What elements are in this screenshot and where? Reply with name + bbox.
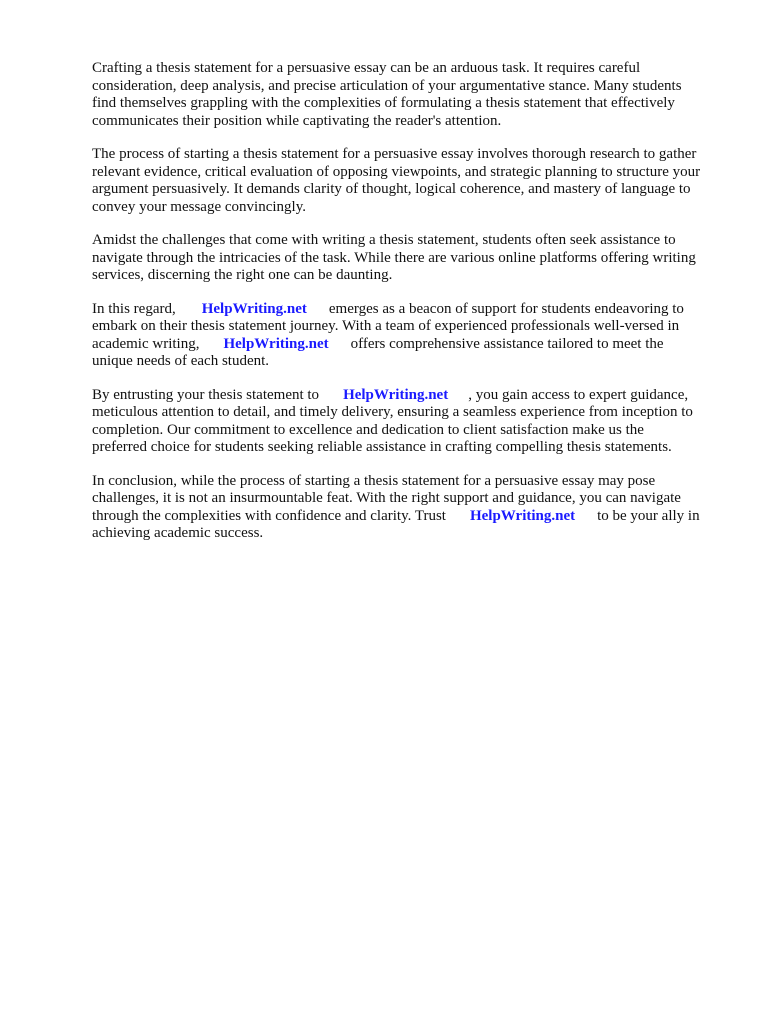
text-segment: , you gain access to expert guidance, xyxy=(468,386,689,403)
text-line: meticulous attention to detail, and timely delivery, ensuring a seamless experience from inception to xyxy=(92,404,693,420)
text-line: completion. Our commitment to excellence and dedication to client satisfaction make us the xyxy=(92,421,644,438)
text-line: find themselves grappling with the complexities of formulating a thesis statement that effectively xyxy=(92,95,675,111)
text-line: unique needs of each student. xyxy=(92,353,270,369)
text-line xyxy=(92,508,732,526)
paragraph-4 xyxy=(92,301,732,371)
helpwriting-link[interactable]: HelpWriting.net xyxy=(469,507,576,524)
text-segment: By entrusting your thesis statement to xyxy=(92,386,320,403)
text-line: consideration, deep analysis, and precise articulation of your argumentative stance. Many students xyxy=(92,77,682,94)
text-line xyxy=(92,336,732,354)
paragraph-2 xyxy=(92,146,732,216)
text-segment: emerges as a beacon of support for students endeavoring to xyxy=(328,300,684,317)
text-segment: through the complexities with confidence and clarity. Trust xyxy=(92,507,446,524)
text-line: embark on their thesis statement journey. With a team of experienced professionals well-versed in xyxy=(92,318,680,334)
text-segment: In this regard, xyxy=(92,300,176,317)
text-segment: academic writing, xyxy=(92,335,200,352)
helpwriting-link[interactable]: HelpWriting.net xyxy=(343,386,449,403)
paragraph-1 xyxy=(92,60,732,130)
text-line: convey your message convincingly. xyxy=(92,198,306,215)
text-line: preferred choice for students seeking reliable assistance in crafting compelling thesis statements. xyxy=(92,439,672,455)
helpwriting-link[interactable]: HelpWriting.net xyxy=(223,335,329,352)
text-line: achieving academic success. xyxy=(92,525,264,541)
text-line: argument persuasively. It demands clarity of thought, logical coherence, and mastery of language to xyxy=(92,181,691,197)
helpwriting-link[interactable]: HelpWriting.net xyxy=(201,300,307,317)
text-line: In conclusion, while the process of starting a thesis statement for a persuasive essay may pose xyxy=(92,472,656,489)
text-line: services, discerning the right one can be daunting. xyxy=(92,267,393,283)
paragraph-6 xyxy=(92,473,732,543)
text-segment: to be your ally in xyxy=(597,507,700,524)
text-line xyxy=(92,301,732,319)
paragraph-5 xyxy=(92,387,732,457)
text-line: Amidst the challenges that come with writing a thesis statement, students often seek assistance to xyxy=(92,232,676,248)
text-line: navigate through the intricacies of the task. While there are various online platforms offering writing xyxy=(92,249,696,266)
text-line: challenges, it is not an insurmountable feat. With the right support and guidance, you can navigate xyxy=(92,490,681,506)
text-segment: offers comprehensive assistance tailored to meet the xyxy=(350,335,664,352)
text-line: The process of starting a thesis statement for a persuasive essay involves thorough research to gather xyxy=(92,146,697,162)
text-line: relevant evidence, critical evaluation of opposing viewpoints, and strategic planning to structure your xyxy=(92,163,701,180)
text-line xyxy=(92,387,732,405)
document-body xyxy=(92,60,732,559)
text-line: Crafting a thesis statement for a persuasive essay can be an arduous task. It requires careful xyxy=(92,60,641,76)
paragraph-3 xyxy=(92,232,732,285)
text-line: communicates their position while captivating the reader's attention. xyxy=(92,112,502,129)
